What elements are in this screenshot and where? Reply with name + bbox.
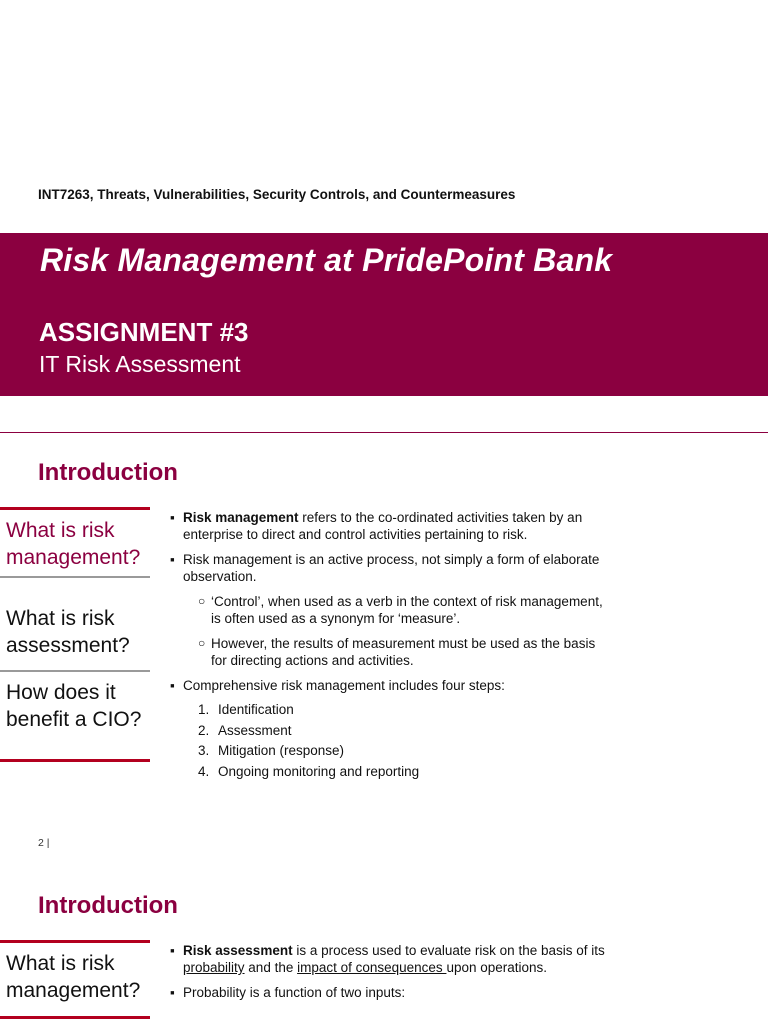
bullet-item: ▪ Probability is a function of two inputs: [170, 985, 406, 1000]
question-rule [0, 576, 150, 578]
question-risk-management[interactable]: What is risk management? [6, 519, 141, 569]
step-item: 3. Mitigation (response) [198, 743, 345, 758]
step-item: 2. Assessment [198, 722, 292, 738]
presentation-title: Risk Management at PridePoint Bank [40, 242, 613, 278]
sub-bullet-item: ○ However, the results of measurement must be used as the basis for directing actions and activities. [198, 636, 596, 668]
circle-bullet-icon: ○ [198, 594, 206, 608]
title-banner [0, 233, 768, 396]
section-heading: Introduction [38, 892, 178, 919]
square-bullet-icon: ▪ [170, 678, 175, 693]
question-rule [0, 1016, 150, 1019]
question-cio-benefit[interactable]: How does it benefit a CIO? [6, 681, 142, 731]
question-rule [0, 940, 150, 943]
square-bullet-icon: ▪ [170, 510, 175, 525]
circle-bullet-icon: ○ [198, 636, 206, 650]
page-number: 2 | [38, 837, 50, 849]
bullet-item: ▪ Risk management refers to the co-ordinated activities taken by an enterprise to direct and control activities pertaining to risk. [170, 510, 583, 542]
question-rule [0, 670, 150, 672]
assignment-label: ASSIGNMENT #3 [39, 317, 249, 347]
course-title: INT7263, Threats, Vulnerabilities, Security Controls, and Countermeasures [38, 187, 516, 202]
bullet-item: ▪ Risk management is an active process, not simply a form of elaborate observation. [170, 552, 600, 584]
step-item: 1. Identification [198, 702, 294, 717]
slide-divider [0, 432, 768, 433]
question-risk-assessment[interactable]: What is risk assessment? [6, 607, 130, 657]
step-item: 4. Ongoing monitoring and reporting [198, 763, 420, 779]
sub-bullet-item: ○ ‘Control’, when used as a verb in the context of risk management, is often used as a synonym for ‘measure’. [198, 594, 603, 626]
question-risk-management[interactable]: What is risk management? [6, 952, 141, 1002]
slide-content [170, 509, 610, 783]
assignment-subtitle: IT Risk Assessment [39, 351, 241, 377]
bullet-item: ▪ Comprehensive risk management includes four steps: [170, 678, 505, 693]
square-bullet-icon: ▪ [170, 943, 175, 958]
question-rule [0, 507, 150, 510]
square-bullet-icon: ▪ [170, 985, 175, 1000]
square-bullet-icon: ▪ [170, 552, 175, 567]
bullet-item: ▪ Risk assessment is a process used to evaluate risk on the basis of its probability and the impact of consequences upon operations. [170, 943, 605, 975]
question-rule [0, 759, 150, 762]
slide-content [170, 942, 610, 1009]
section-heading: Introduction [38, 459, 178, 486]
